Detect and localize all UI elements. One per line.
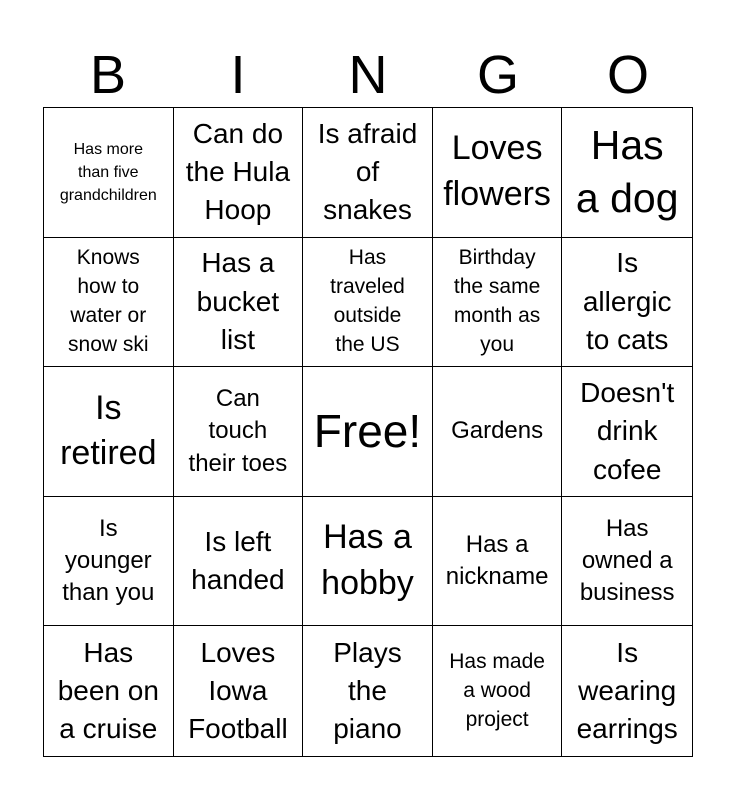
cell-text: Is younger than you — [62, 514, 155, 607]
cell-text: Knows how to water or snow ski — [68, 246, 149, 356]
bingo-cell-r2c1[interactable] — [44, 238, 174, 368]
bingo-cell-r4c1[interactable] — [44, 497, 174, 627]
cell-text: Is retired — [60, 388, 157, 473]
bingo-cell-r3c2[interactable] — [174, 367, 304, 497]
cell-text: Doesn't drink cofee — [580, 376, 675, 485]
cell-text: Is afraid of snakes — [317, 117, 418, 226]
bingo-cell-r2c2[interactable] — [174, 238, 304, 368]
cell-text: Has more than five grandchildren — [59, 140, 157, 204]
bingo-cell-r5c1[interactable] — [44, 626, 174, 756]
bingo-cell-r1c3[interactable] — [303, 108, 433, 238]
bingo-cell-r3c5[interactable] — [562, 367, 692, 497]
bingo-cell-r4c4[interactable] — [433, 497, 563, 627]
bingo-cell-r4c5[interactable] — [562, 497, 692, 627]
bingo-cell-r5c4[interactable] — [433, 626, 563, 756]
cell-text: Has owned a business — [579, 514, 675, 607]
bingo-cell-r2c3[interactable] — [303, 238, 433, 368]
bingo-cell-r1c1[interactable] — [44, 108, 174, 238]
cell-text: Has a bucket list — [196, 247, 280, 356]
cell-text: Loves Iowa Football — [188, 636, 288, 745]
cell-text: Loves flowers — [443, 129, 551, 214]
bingo-cell-r3c1[interactable] — [44, 367, 174, 497]
cell-text: Has been on a cruise — [57, 636, 159, 745]
cell-text: Can touch their toes — [188, 384, 288, 477]
cell-text: Is wearing earrings — [576, 636, 678, 745]
cell-text: Is left handed — [191, 525, 285, 596]
bingo-cell-r4c2[interactable] — [174, 497, 304, 627]
cell-text: Plays the piano — [333, 636, 402, 745]
bingo-cell-r2c4[interactable] — [433, 238, 563, 368]
bingo-cell-r5c2[interactable] — [174, 626, 304, 756]
cell-text: Has a nickname — [445, 530, 549, 591]
bingo-cell-r3c4[interactable] — [433, 367, 563, 497]
bingo-cell-r5c3[interactable] — [303, 626, 433, 756]
bingo-cell-r5c5[interactable] — [562, 626, 692, 756]
bingo-cell-r2c5[interactable] — [562, 238, 692, 368]
cell-text: Free! — [313, 405, 422, 458]
bingo-cell-r1c2[interactable] — [174, 108, 304, 238]
header-letter-n: N — [348, 45, 388, 105]
bingo-cell-r4c3[interactable] — [303, 497, 433, 627]
cell-text: Has traveled outside the US — [330, 246, 405, 356]
cell-text: Birthday the same month as you — [453, 246, 541, 356]
cell-text: Is allergic to cats — [582, 247, 672, 356]
bingo-board — [43, 107, 693, 757]
cell-text: Gardens — [451, 417, 544, 445]
bingo-cell-r1c5[interactable] — [562, 108, 692, 238]
header-letter-b: B — [89, 45, 127, 105]
bingo-cell-free[interactable] — [303, 367, 433, 497]
cell-text: Can do the Hula Hoop — [185, 117, 291, 226]
bingo-header — [43, 44, 693, 106]
header-letter-g: G — [476, 45, 519, 105]
header-letter-i: I — [230, 45, 246, 105]
cell-text: Has a hobby — [321, 518, 414, 603]
cell-text: Has made a wood project — [449, 650, 545, 731]
bingo-cell-r1c4[interactable] — [433, 108, 563, 238]
header-letter-o: O — [606, 45, 649, 105]
cell-text: Has a dog — [575, 122, 679, 222]
